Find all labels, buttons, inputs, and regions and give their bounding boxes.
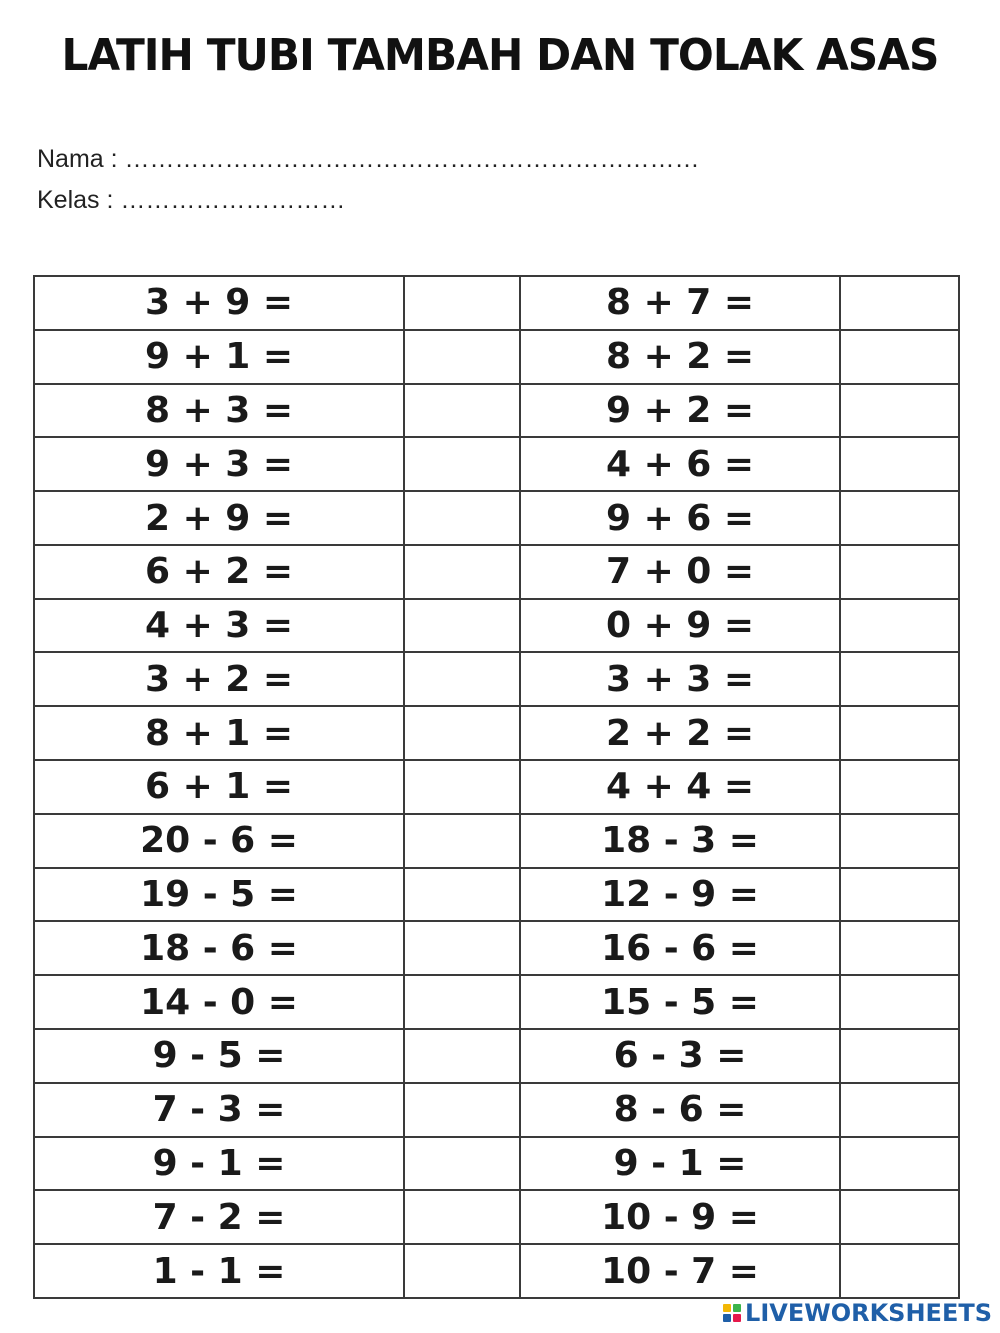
left-answer-box[interactable] <box>404 868 520 922</box>
left-answer-box[interactable] <box>404 760 520 814</box>
left-question: 8 + 1 = <box>34 706 404 760</box>
right-answer-box[interactable] <box>840 975 959 1029</box>
right-question: 8 + 7 = <box>520 276 840 330</box>
table-row <box>34 437 959 491</box>
name-label: Nama : <box>37 145 118 173</box>
logo-mark-icon <box>723 1304 741 1322</box>
table-row <box>34 330 959 384</box>
right-question: 7 + 0 = <box>520 545 840 599</box>
exercise-table <box>33 275 960 1299</box>
left-answer-box[interactable] <box>404 1244 520 1298</box>
table-row <box>34 1137 959 1191</box>
left-answer-box[interactable] <box>404 276 520 330</box>
table-row <box>34 384 959 438</box>
left-answer-box[interactable] <box>404 706 520 760</box>
left-question: 6 + 1 = <box>34 760 404 814</box>
left-answer-box[interactable] <box>404 1190 520 1244</box>
right-answer-box[interactable] <box>840 652 959 706</box>
left-answer-box[interactable] <box>404 545 520 599</box>
right-question: 9 + 6 = <box>520 491 840 545</box>
right-question: 10 - 9 = <box>520 1190 840 1244</box>
right-answer-box[interactable] <box>840 276 959 330</box>
table-row <box>34 814 959 868</box>
left-question: 19 - 5 = <box>34 868 404 922</box>
table-row <box>34 1083 959 1137</box>
right-answer-box[interactable] <box>840 1137 959 1191</box>
left-answer-box[interactable] <box>404 1137 520 1191</box>
left-answer-box[interactable] <box>404 921 520 975</box>
right-question: 10 - 7 = <box>520 1244 840 1298</box>
right-question: 8 + 2 = <box>520 330 840 384</box>
left-answer-box[interactable] <box>404 1083 520 1137</box>
right-answer-box[interactable] <box>840 384 959 438</box>
right-answer-box[interactable] <box>840 814 959 868</box>
left-answer-box[interactable] <box>404 975 520 1029</box>
name-blank: …………………………………………………………… <box>124 145 700 173</box>
right-question: 4 + 6 = <box>520 437 840 491</box>
right-answer-box[interactable] <box>840 1190 959 1244</box>
right-answer-box[interactable] <box>840 1029 959 1083</box>
class-label: Kelas : <box>37 186 114 214</box>
left-question: 3 + 9 = <box>34 276 404 330</box>
left-question: 4 + 3 = <box>34 599 404 653</box>
left-question: 1 - 1 = <box>34 1244 404 1298</box>
left-question: 9 + 3 = <box>34 437 404 491</box>
right-answer-box[interactable] <box>840 706 959 760</box>
left-answer-box[interactable] <box>404 330 520 384</box>
right-question: 4 + 4 = <box>520 760 840 814</box>
right-question: 12 - 9 = <box>520 868 840 922</box>
left-question: 3 + 2 = <box>34 652 404 706</box>
table-row <box>34 706 959 760</box>
left-question: 20 - 6 = <box>34 814 404 868</box>
right-answer-box[interactable] <box>840 330 959 384</box>
class-line <box>37 186 345 215</box>
name-line <box>37 145 700 174</box>
table-row <box>34 868 959 922</box>
right-question: 6 - 3 = <box>520 1029 840 1083</box>
logo-text: LIVEWORKSHEETS <box>745 1299 992 1327</box>
table-row <box>34 491 959 545</box>
right-answer-box[interactable] <box>840 491 959 545</box>
table-row <box>34 545 959 599</box>
right-question: 9 + 2 = <box>520 384 840 438</box>
table-row <box>34 276 959 330</box>
right-question: 8 - 6 = <box>520 1083 840 1137</box>
right-question: 9 - 1 = <box>520 1137 840 1191</box>
left-question: 18 - 6 = <box>34 921 404 975</box>
left-question: 9 + 1 = <box>34 330 404 384</box>
right-answer-box[interactable] <box>840 868 959 922</box>
class-blank: ……………………… <box>120 186 346 214</box>
table-row <box>34 1244 959 1298</box>
right-answer-box[interactable] <box>840 921 959 975</box>
table-row <box>34 1190 959 1244</box>
left-answer-box[interactable] <box>404 1029 520 1083</box>
table-row <box>34 599 959 653</box>
left-answer-box[interactable] <box>404 437 520 491</box>
table-row <box>34 652 959 706</box>
left-answer-box[interactable] <box>404 652 520 706</box>
left-question: 8 + 3 = <box>34 384 404 438</box>
right-answer-box[interactable] <box>840 760 959 814</box>
left-answer-box[interactable] <box>404 384 520 438</box>
liveworksheets-logo <box>723 1299 992 1327</box>
left-question: 9 - 5 = <box>34 1029 404 1083</box>
left-answer-box[interactable] <box>404 491 520 545</box>
table-row <box>34 760 959 814</box>
left-question: 6 + 2 = <box>34 545 404 599</box>
right-question: 18 - 3 = <box>520 814 840 868</box>
left-question: 2 + 9 = <box>34 491 404 545</box>
right-answer-box[interactable] <box>840 437 959 491</box>
right-question: 2 + 2 = <box>520 706 840 760</box>
left-question: 7 - 2 = <box>34 1190 404 1244</box>
right-question: 3 + 3 = <box>520 652 840 706</box>
table-row <box>34 975 959 1029</box>
left-question: 7 - 3 = <box>34 1083 404 1137</box>
left-answer-box[interactable] <box>404 814 520 868</box>
right-question: 16 - 6 = <box>520 921 840 975</box>
right-question: 15 - 5 = <box>520 975 840 1029</box>
left-question: 9 - 1 = <box>34 1137 404 1191</box>
right-answer-box[interactable] <box>840 599 959 653</box>
right-answer-box[interactable] <box>840 545 959 599</box>
right-answer-box[interactable] <box>840 1244 959 1298</box>
left-answer-box[interactable] <box>404 599 520 653</box>
worksheet-title: LATIH TUBI TAMBAH DAN TOLAK ASAS <box>61 30 939 81</box>
table-row <box>34 921 959 975</box>
right-question: 0 + 9 = <box>520 599 840 653</box>
left-question: 14 - 0 = <box>34 975 404 1029</box>
right-answer-box[interactable] <box>840 1083 959 1137</box>
table-row <box>34 1029 959 1083</box>
